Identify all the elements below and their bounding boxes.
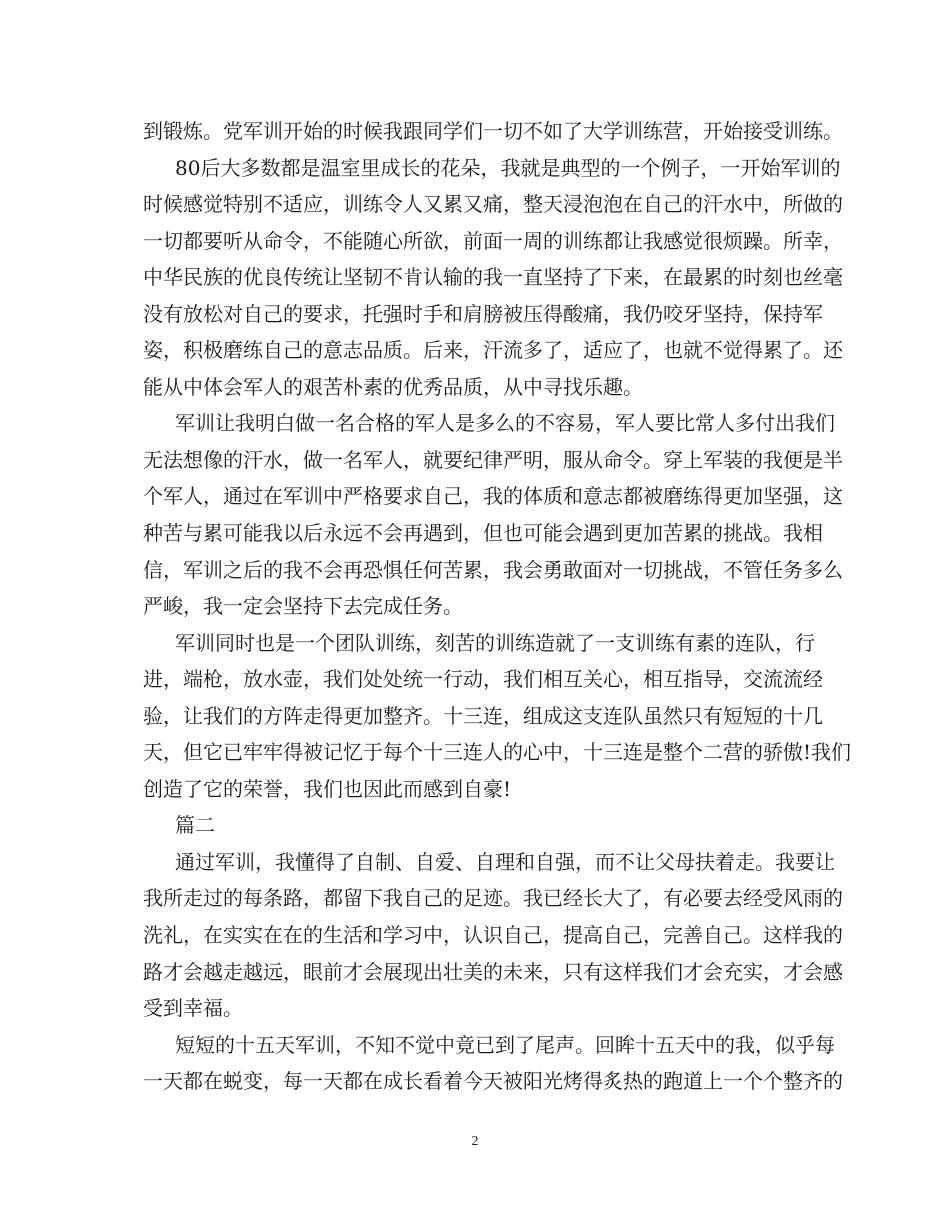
text-line: 信，军训之后的我不会再恐惧任何苦累，我会勇敢面对一切挑战，不管任务多么 (143, 557, 843, 582)
text-line: 一天都在蜕变，每一天都在成长看着今天被阳光烤得炙热的跑道上一个个整齐的 (143, 1069, 843, 1094)
text-line: 进，端枪，放水壶，我们处处统一行动，我们相互关心，相互指导，交流流经 (143, 667, 823, 692)
text-line: 一切都要听从命令，不能随心所欲，前面一周的训练都让我感觉很烦躁。所幸， (143, 228, 843, 253)
text-line: 军训让我明白做一名合格的军人是多么的不容易，军人要比常人多付出我们 (175, 411, 835, 436)
text-line: 80后大多数都是温室里成长的花朵，我就是典型的一个例子，一开始军训的 (175, 155, 841, 180)
text-line: 路才会越走越远，眼前才会展现出壮美的未来，只有这样我们才会充实，才会感 (143, 959, 843, 984)
text-line: 无法想像的汗水，做一名军人，就要纪律严明，服从命令。穿上军装的我便是半 (143, 447, 843, 472)
page-number: 2 (471, 1134, 479, 1149)
text-line: 能从中体会军人的艰苦朴素的优秀品质，从中寻找乐趣。 (143, 374, 643, 399)
text-line: 严峻，我一定会坚持下去完成任务。 (143, 594, 463, 619)
text-line: 姿，积极磨练自己的意志品质。后来，汗流多了，适应了，也就不觉得累了。还 (143, 338, 843, 363)
text-line: 我所走过的每条路，都留下我自己的足迹。我已经长大了，有必要去经受风雨的 (143, 886, 843, 911)
text-line: 创造了它的荣誉，我们也因此而感到自豪! (143, 776, 512, 801)
text-line: 验，让我们的方阵走得更加整齐。十三连，组成这支连队虽然只有短短的十几 (143, 703, 823, 728)
text-line: 中华民族的优良传统让坚韧不肯认输的我一直坚持了下来，在最累的时刻也丝毫 (143, 265, 843, 290)
text-line: 天，但它已牢牢得被记忆于每个十三连人的心中，十三连是整个二营的骄傲!我们 (143, 740, 852, 765)
text-line: 个军人，通过在军训中严格要求自己，我的体质和意志都被磨练得更加坚强，这 (143, 484, 843, 509)
text-line: 种苦与累可能我以后永远不会再遇到，但也可能会遇到更加苦累的挑战。我相 (143, 521, 823, 546)
document-body (143, 113, 852, 1100)
text-line: 受到幸福。 (143, 996, 243, 1021)
text-line: 短短的十五天军训，不知不觉中竟已到了尾声。回眸十五天中的我，似乎每 (175, 1032, 835, 1057)
section-heading: 篇二 (175, 813, 215, 838)
text-line: 通过军训，我懂得了自制、自爱、自理和自强，而不让父母扶着走。我要让 (175, 849, 835, 874)
text-line: 军训同时也是一个团队训练，刻苦的训练造就了一支训练有素的连队，行 (175, 630, 815, 655)
text-line: 没有放松对自己的要求，托强时手和肩膀被压得酸痛，我仍咬牙坚持，保持军 (143, 301, 823, 326)
text-line: 时候感觉特别不适应，训练令人又累又痛，整天浸泡泡在自己的汗水中，所做的 (143, 192, 843, 217)
text-line: 到锻炼。党军训开始的时候我跟同学们一切不如了大学训练营，开始接受训练。 (143, 119, 843, 143)
text-line: 洗礼，在实实在在的生活和学习中，认识自己，提高自己，完善自己。这样我的 (143, 923, 843, 948)
